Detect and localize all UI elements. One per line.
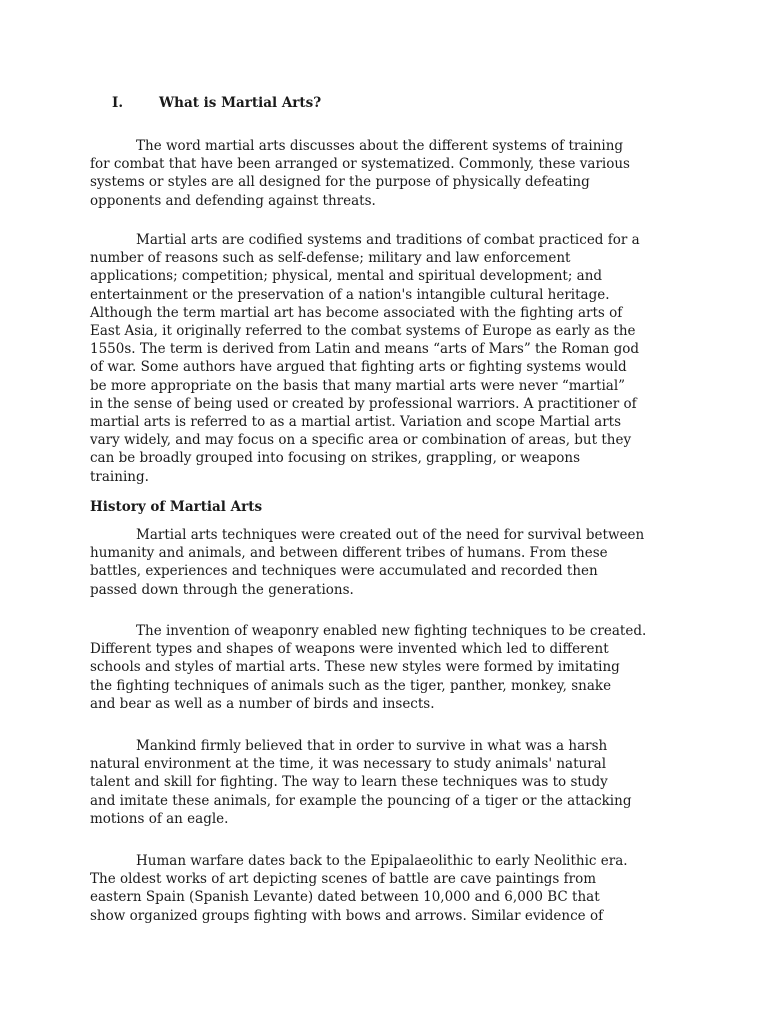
text-line: can be broadly grouped into focusing on strikes, grappling, or weapons: [90, 450, 581, 467]
text-line: eastern Spain (Spanish Levante) dated between 10,000 and 6,000 BC that: [90, 889, 600, 906]
text-line: the fighting techniques of animals such as the tiger, panther, monkey, snake: [90, 677, 612, 694]
text-line: show organized groups fighting with bows and arrows. Similar evidence of: [90, 907, 604, 924]
text-line: The oldest works of art depicting scenes of battle are cave paintings from: [90, 871, 597, 888]
text-line: The word martial arts discusses about the different systems of training: [136, 138, 624, 154]
text-line: applications; competition; physical, mental and spiritual development; and: [90, 268, 603, 285]
text-line: of war. Some authors have argued that fighting arts or fighting systems would: [90, 359, 627, 376]
text-line: in the sense of being used or created by professional warriors. A practitioner of: [90, 395, 637, 412]
text-line: Although the term martial art has become associated with the fighting arts of: [90, 304, 623, 321]
text-line: systems or styles are all designed for the purpose of physically defeating: [90, 174, 590, 191]
text-line: number of reasons such as self-defense; military and law enforcement: [90, 250, 571, 267]
section-title: What is Martial Arts?: [159, 95, 322, 111]
paragraph-definition: [90, 231, 675, 486]
text-line: vary widely, and may focus on a specific area or combination of areas, but they: [90, 432, 632, 449]
paragraph-weaponry: [90, 622, 675, 713]
text-line: martial arts is referred to as a martial artist. Variation and scope Martial arts: [90, 414, 622, 431]
text-line: opponents and defending against threats.: [90, 192, 376, 209]
text-line: and bear as well as a number of birds and insects.: [90, 695, 435, 712]
section-heading: [112, 94, 321, 112]
text-line: Martial arts techniques were created out of the need for survival between: [136, 527, 645, 543]
text-line: and imitate these animals, for example the pouncing of a tiger or the attacking: [90, 792, 632, 809]
text-line: 1550s. The term is derived from Latin and means “arts of Mars” the Roman god: [90, 341, 639, 358]
paragraph-warfare: [90, 852, 675, 925]
text-line: talent and skill for fighting. The way to learn these techniques was to study: [90, 774, 608, 791]
paragraph-intro: [90, 137, 675, 210]
text-line: battles, experiences and techniques were accumulated and recorded then: [90, 563, 598, 580]
section-number: I.: [112, 95, 124, 111]
text-line: Human warfare dates back to the Epipalaeolithic to early Neolithic era.: [136, 853, 628, 869]
text-line: be more appropriate on the basis that many martial arts were never “martial”: [90, 377, 626, 394]
paragraph-mankind: [90, 737, 675, 828]
text-line: humanity and animals, and between different tribes of humans. From these: [90, 545, 608, 562]
text-line: training.: [90, 468, 149, 485]
paragraph-history-survival: [90, 526, 675, 599]
text-line: Different types and shapes of weapons were invented which led to different: [90, 641, 609, 658]
text-line: passed down through the generations.: [90, 581, 354, 598]
text-line: for combat that have been arranged or systematized. Commonly, these various: [90, 156, 630, 173]
text-line: The invention of weaponry enabled new fighting techniques to be created.: [136, 623, 647, 639]
text-line: schools and styles of martial arts. These new styles were formed by imitating: [90, 659, 620, 676]
text-line: natural environment at the time, it was necessary to study animals' natural: [90, 756, 607, 773]
text-line: Mankind firmly believed that in order to survive in what was a harsh: [136, 738, 608, 754]
text-line: Martial arts are codified systems and traditions of combat practiced for a: [136, 232, 640, 248]
text-line: East Asia, it originally referred to the combat systems of Europe as early as the: [90, 323, 636, 340]
history-heading: History of Martial Arts: [90, 499, 263, 515]
text-line: entertainment or the preservation of a nation's intangible cultural heritage.: [90, 286, 610, 303]
text-line: motions of an eagle.: [90, 810, 229, 827]
